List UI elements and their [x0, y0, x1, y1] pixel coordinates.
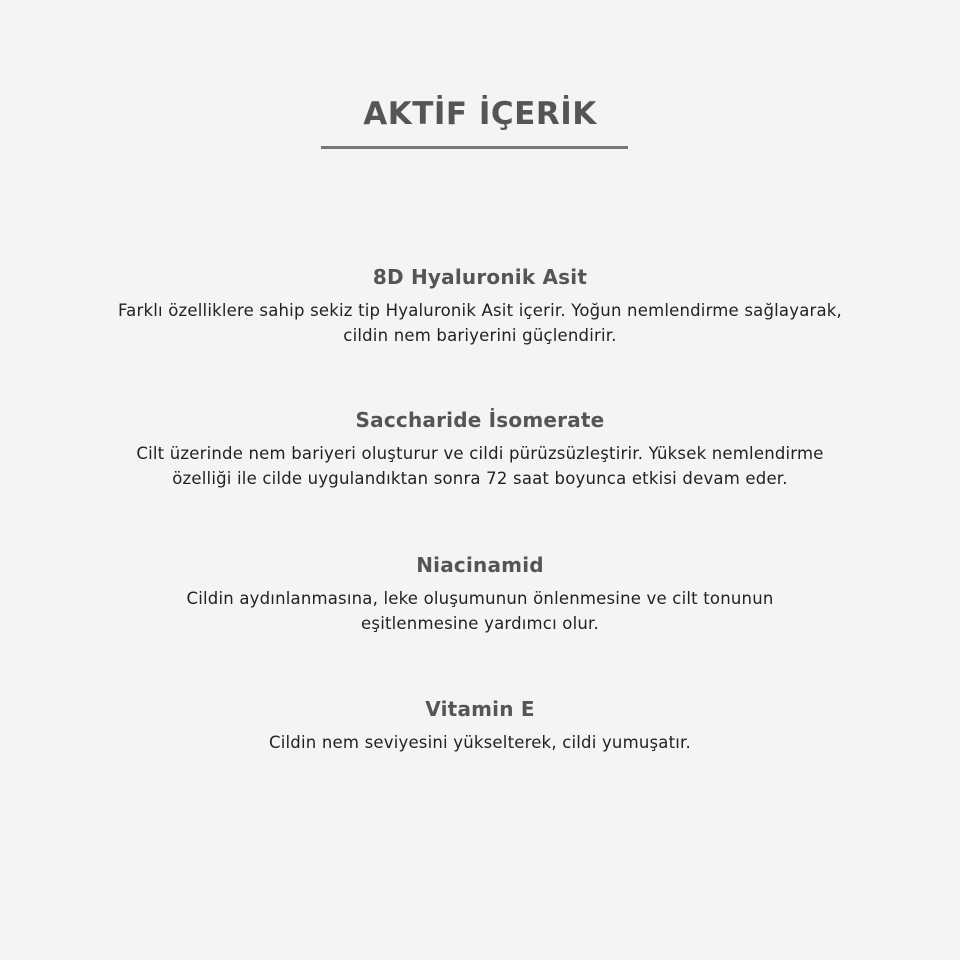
ingredient-description [180, 730, 780, 755]
description-line: Cilt üzerinde nem bariyeri oluşturur ve cildi pürüzsüzleştirir. Yüksek nemlendirme [136, 444, 824, 463]
ingredient-heading: 8D Hyaluronik Asit [372, 265, 588, 289]
ingredient-section-saccharide-isomerate [0, 405, 960, 491]
ingredient-section-vitamin-e [0, 694, 960, 755]
title-underline-divider [321, 146, 628, 149]
ingredient-heading: Saccharide İsomerate [355, 408, 605, 432]
ingredient-description [70, 298, 890, 348]
description-line: cildin nem bariyerini güçlendirir. [343, 326, 617, 345]
ingredient-section-niacinamide [0, 550, 960, 636]
page-title: AKTİF İÇERİK [363, 96, 597, 132]
description-line: Cildin nem seviyesini yükselterek, cildi yumuşatır. [269, 733, 691, 752]
ingredient-heading: Vitamin E [425, 697, 535, 721]
ingredient-description [120, 586, 840, 636]
ingredient-heading: Niacinamid [416, 553, 544, 577]
description-line: Farklı özelliklere sahip sekiz tip Hyaluronik Asit içerir. Yoğun nemlendirme sağlayarak, [118, 301, 842, 320]
description-line: Cildin aydınlanmasına, leke oluşumunun önlenmesine ve cilt tonunun [186, 589, 774, 608]
description-line: eşitlenmesine yardımcı olur. [361, 614, 599, 633]
ingredient-section-hyaluronic-acid [0, 262, 960, 348]
ingredient-description [80, 441, 880, 491]
description-line: özelliği ile cilde uygulandıktan sonra 72 saat boyunca etkisi devam eder. [172, 469, 788, 488]
